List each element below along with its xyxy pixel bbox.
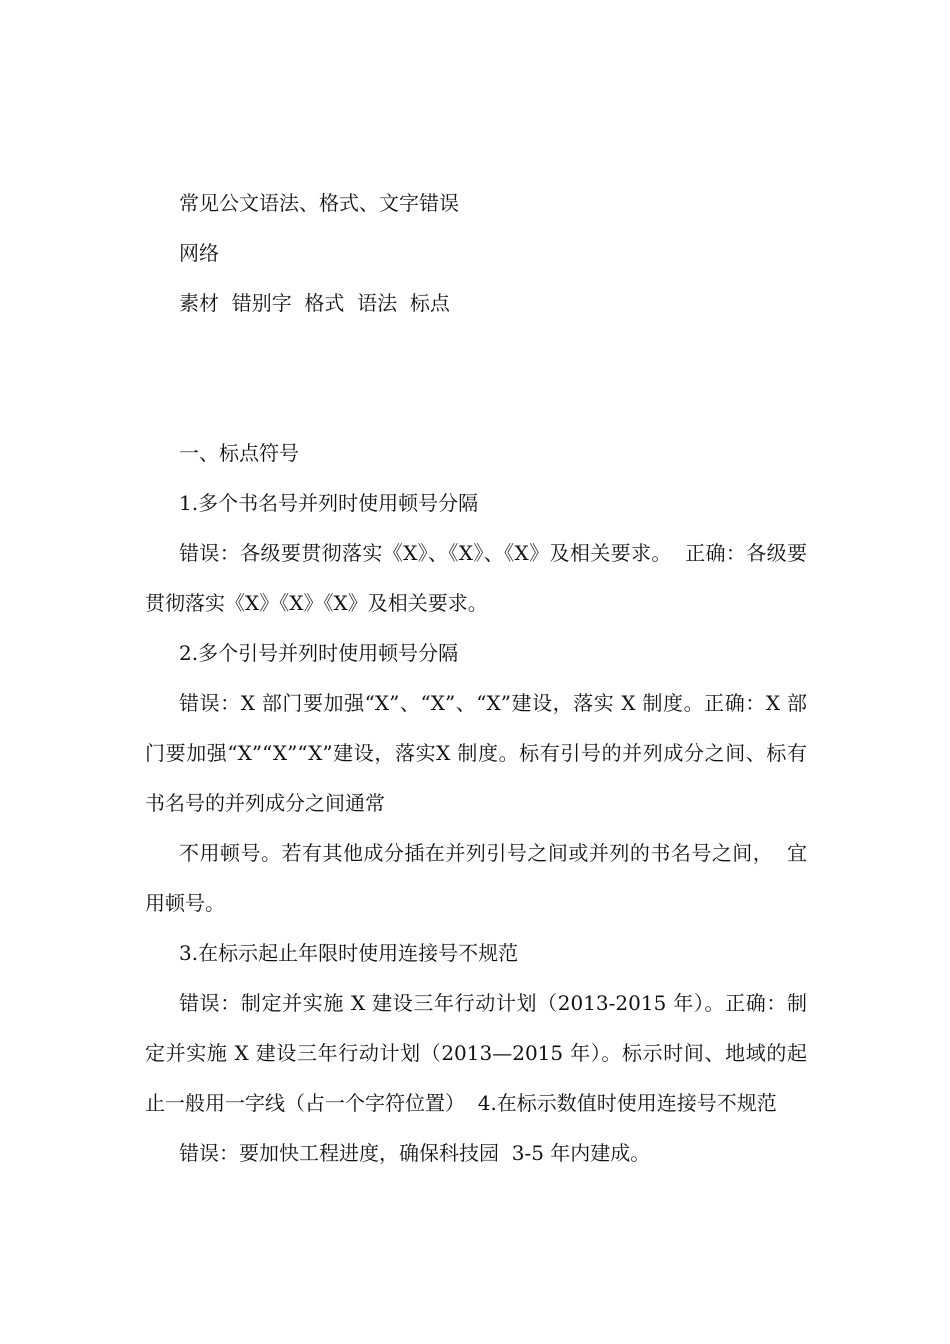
item-heading-3: 3.在标示起止年限时使用连接号不规范 bbox=[179, 941, 519, 965]
spacer bbox=[145, 328, 807, 428]
item-heading-2: 2.多个引号并列时使用顿号分隔 bbox=[179, 641, 459, 665]
document-title: 常见公文语法、格式、文字错误 bbox=[179, 191, 459, 215]
section-heading: 一、标点符号 bbox=[179, 441, 299, 465]
item-text-4: 错误：要加快工程进度，确保科技园 3-5 年内建成。 bbox=[179, 1141, 651, 1165]
item-text-1: 错误：各级要贯彻落实《X》、《X》、《X》及相关要求。 正确：各级要贯彻落实《X》《X》《X》及相关要求。 bbox=[145, 541, 807, 615]
item-heading-1: 1.多个书名号并列时使用顿号分隔 bbox=[179, 491, 479, 515]
item-text-2: 错误：X 部门要加强“X”、“X”、“X”建设，落实 X 制度。正确：X 部门要加强“X”“X”“X”建设，落实X 制度。标有引号的并列成分之间、标有书名号的并列成分之间通常 bbox=[145, 691, 807, 815]
item-text-2-continued: 不用顿号。若有其他成分插在并列引号之间或并列的书名号之间， 宜用顿号。 bbox=[145, 841, 807, 915]
document-content bbox=[145, 178, 807, 1178]
document-tags: 素材 错别字 格式 语法 标点 bbox=[179, 291, 450, 315]
document-source: 网络 bbox=[179, 241, 219, 265]
item-text-3: 错误：制定并实施 X 建设三年行动计划（2013-2015 年）。正确：制定并实施 X 建设三年行动计划（2013—2015 年）。标示时间、地域的起止一般用一字线（占一个字符位置） 4.在标示数值时使用连接号不规范 bbox=[145, 991, 807, 1115]
